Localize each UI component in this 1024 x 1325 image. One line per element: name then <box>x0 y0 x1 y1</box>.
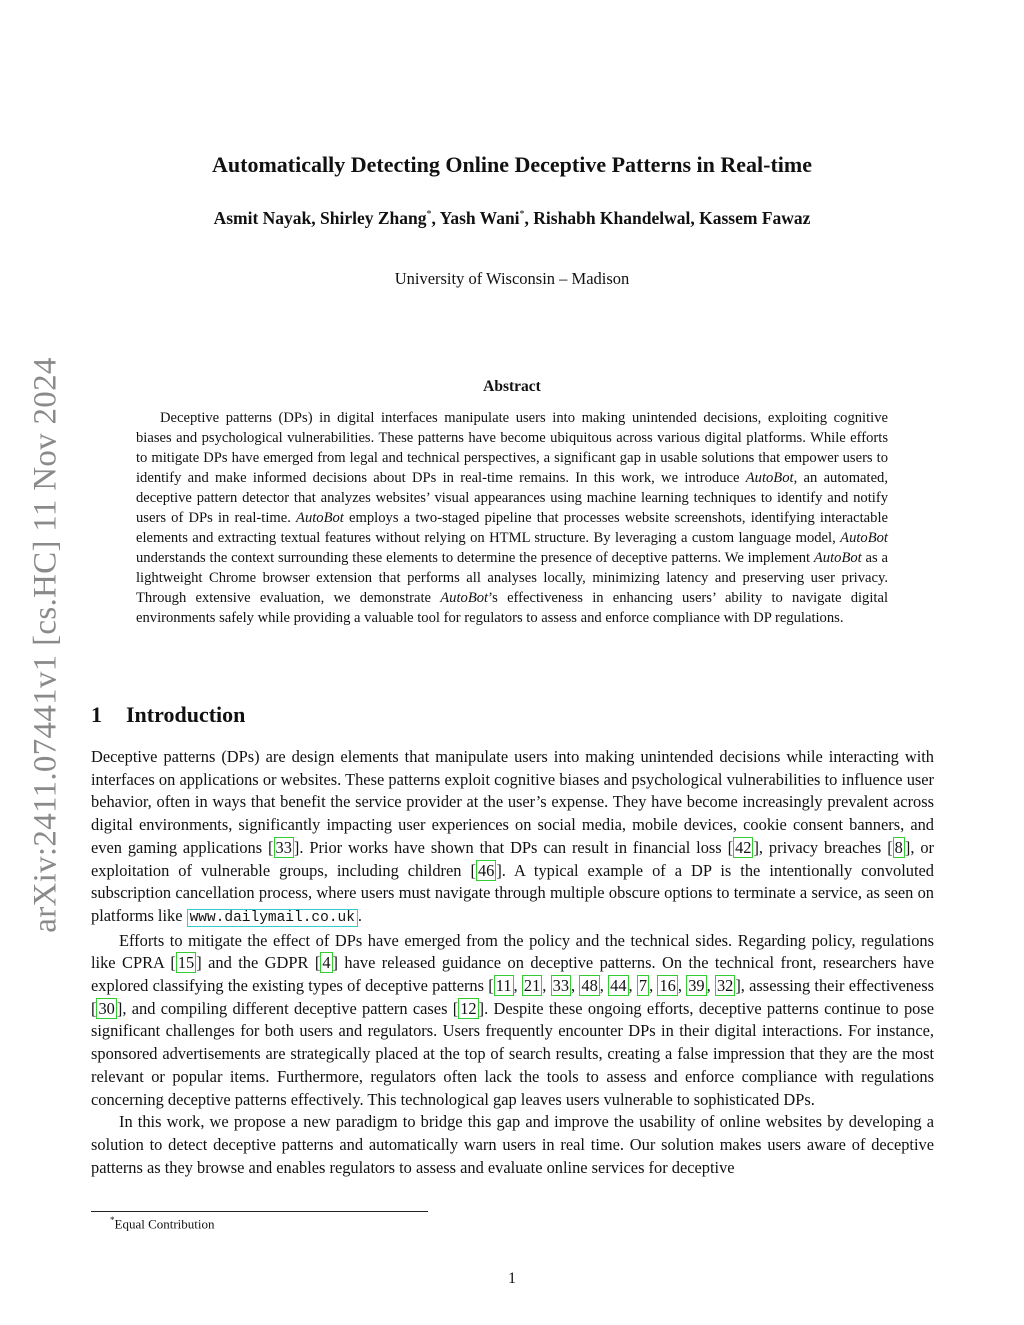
affiliation: University of Wisconsin – Madison <box>394 269 630 288</box>
citation-list <box>494 975 736 996</box>
paper-title: Automatically Detecting Online Deceptive Patterns in Real-time <box>212 152 812 177</box>
citation-link[interactable]: 15 <box>177 953 195 973</box>
dailymail-url-link[interactable]: www.dailymail.co.uk <box>187 909 358 927</box>
body-text: ]. A typical example of a DP is the intentionally convoluted subscription cancellation process, where users must navigate through multiple obscure options to terminate a service, as seen on platforms like <box>91 860 935 925</box>
equal-contribution-mark: * <box>426 209 432 221</box>
footnote-divider <box>91 1211 428 1212</box>
abstract-text: , an automated, deceptive pattern detector that analyzes websites’ visual appearances using machine learning techniques to identify and notify users of DPs in real-time. <box>136 470 888 526</box>
footnote <box>110 1215 215 1232</box>
body-text: Deceptive patterns (DPs) are design elements that manipulate users into making unintended decisions while interacting with interfaces on applications or websites. These patterns exploit cognitive biases and psychological vulnerabilities to influence user behavior, often in ways that benefit the service provider at the user’s expense. They have become increasingly prevalent across digital environments, significantly impacting user experiences on social media, mobile devices, cookie consent banners, and even gaming applications [ <box>91 747 934 857</box>
section-number: 1 <box>91 702 102 727</box>
section-heading-introduction <box>91 702 245 728</box>
citation-link[interactable]: 39 <box>688 976 705 996</box>
citation-link[interactable]: 8 <box>894 837 903 857</box>
abstract-text: understands the context surrounding these elements to determine the presence of deceptive patterns. We implement <box>136 550 814 566</box>
body-text: Efforts to mitigate the effect of DPs have emerged from the policy and the technical sides. Regarding policy, regulations like CPRA [ <box>91 930 934 973</box>
list-separator: , <box>649 976 658 996</box>
citation-link[interactable]: 30 <box>98 998 115 1018</box>
citation-link[interactable]: 21 <box>523 976 541 996</box>
citation-link[interactable]: 44 <box>610 976 627 996</box>
citation-link[interactable]: 32 <box>716 976 734 996</box>
list-separator: , <box>542 976 551 996</box>
list-separator: , <box>677 976 687 996</box>
citation-link[interactable]: 12 <box>460 998 477 1018</box>
body-text: ], or exploitation of vulnerable groups, including children [ <box>91 837 934 880</box>
body-text: ], privacy breaches [ <box>753 837 893 857</box>
body-text: . <box>357 905 363 925</box>
citation-link[interactable]: 33 <box>552 976 570 996</box>
abstract-text: employs a two-staged pipeline that processes website screenshots, identifying interactable elements and extracting textual features without relying on HTML structure. By leveraging a custom language model, <box>136 510 888 546</box>
list-separator: , <box>571 976 580 996</box>
body-text: ] have released guidance on deceptive patterns. On the technical front, researchers have explored classifying the existing types of deceptive patterns [ <box>91 953 934 996</box>
abstract-text: Deceptive patterns (DPs) in digital interfaces manipulate users into making unintended decisions, exploiting cognitive biases and psychological vulnerabilities. These patterns have become ubiquitous across various digital platforms. While efforts to mitigate DPs have emerged from legal and technical perspectives, a significant gap in usable solutions that empower users to identify and make informed decisions about DPs in real-time remains. In this work, we introduce <box>136 410 888 486</box>
footnote-mark: * <box>110 1215 115 1225</box>
system-name: AutoBot <box>745 470 794 486</box>
citation-link[interactable]: 48 <box>581 976 598 996</box>
abstract-heading: Abstract <box>483 378 541 395</box>
list-separator: , <box>628 976 637 996</box>
footnote-text: Equal Contribution <box>114 1216 215 1232</box>
abstract-body <box>136 408 888 628</box>
intro-paragraph-1 <box>91 746 934 930</box>
abstract-text: ’s effectiveness in enhancing users’ ability to navigate digital environments safely while providing a valuable tool for regulators to assess and enforce compliance with DP regulations. <box>136 590 888 626</box>
citation-link[interactable]: 42 <box>735 837 752 857</box>
system-name: AutoBot <box>813 550 862 566</box>
system-name: AutoBot <box>440 590 489 606</box>
body-text: ], assessing their effectiveness [ <box>91 976 934 1018</box>
intro-paragraph-2 <box>91 930 934 1112</box>
citation-link[interactable]: 4 <box>322 953 331 973</box>
system-name: AutoBot <box>840 530 888 546</box>
body-text: ], and compiling different deceptive pattern cases [ <box>116 998 459 1018</box>
abstract-text: as a lightweight Chrome browser extension that performs all analyses locally, minimizing latency and preserving user privacy. Through extensive evaluation, we demonstrate <box>136 550 888 606</box>
author-list <box>0 208 1024 229</box>
author-names-1: Asmit Nayak, Shirley Zhang <box>213 208 427 228</box>
citation-link[interactable]: 7 <box>638 976 648 996</box>
citation-link[interactable]: 33 <box>275 837 292 857</box>
list-separator: , <box>513 976 522 996</box>
body-text: ]. Prior works have shown that DPs can result in financial loss [ <box>293 837 734 857</box>
section-title: Introduction <box>126 702 246 727</box>
list-separator: , <box>706 976 715 996</box>
list-separator: , <box>599 976 609 996</box>
citation-link[interactable]: 46 <box>477 860 495 880</box>
author-names-2: , Yash Wani <box>431 208 520 228</box>
arxiv-identifier-stamp: arXiv:2411.07441v1 [cs.HC] 11 Nov 2024 <box>27 357 64 933</box>
body-text: ]. Despite these ongoing efforts, deceptive patterns continue to pose significant challenges for both users and regulators. Users frequently encounter DPs in their digital interactions. For instance, sponsored advertisements are strategically placed at the top of search results, creating a false impression that they are the most relevant or popular items. Furthermore, regulators often lack the tools to assess and enforce compliance with regulations concerning deceptive patterns effectively. This technological gap leaves users vulnerable to sophisticated DPs. <box>91 998 934 1109</box>
page-number: 1 <box>508 1270 516 1287</box>
citation-link[interactable]: 16 <box>659 976 676 996</box>
citation-link[interactable]: 11 <box>495 976 512 996</box>
system-name: AutoBot <box>296 510 344 526</box>
body-text: ] and the GDPR [ <box>196 953 321 973</box>
introduction-body <box>91 746 934 1179</box>
equal-contribution-mark: * <box>519 209 525 221</box>
intro-paragraph-3: In this work, we propose a new paradigm to bridge this gap and improve the usability of online websites by developing a solution to detect deceptive patterns and automatically warn users in real time. Our solution makes users aware of deceptive patterns as they browse and enables regulators to assess and evaluate online services for deceptive <box>91 1112 934 1177</box>
author-names-3: , Rishabh Khandelwal, Kassem Fawaz <box>524 208 811 228</box>
abstract-paragraph <box>136 408 888 628</box>
